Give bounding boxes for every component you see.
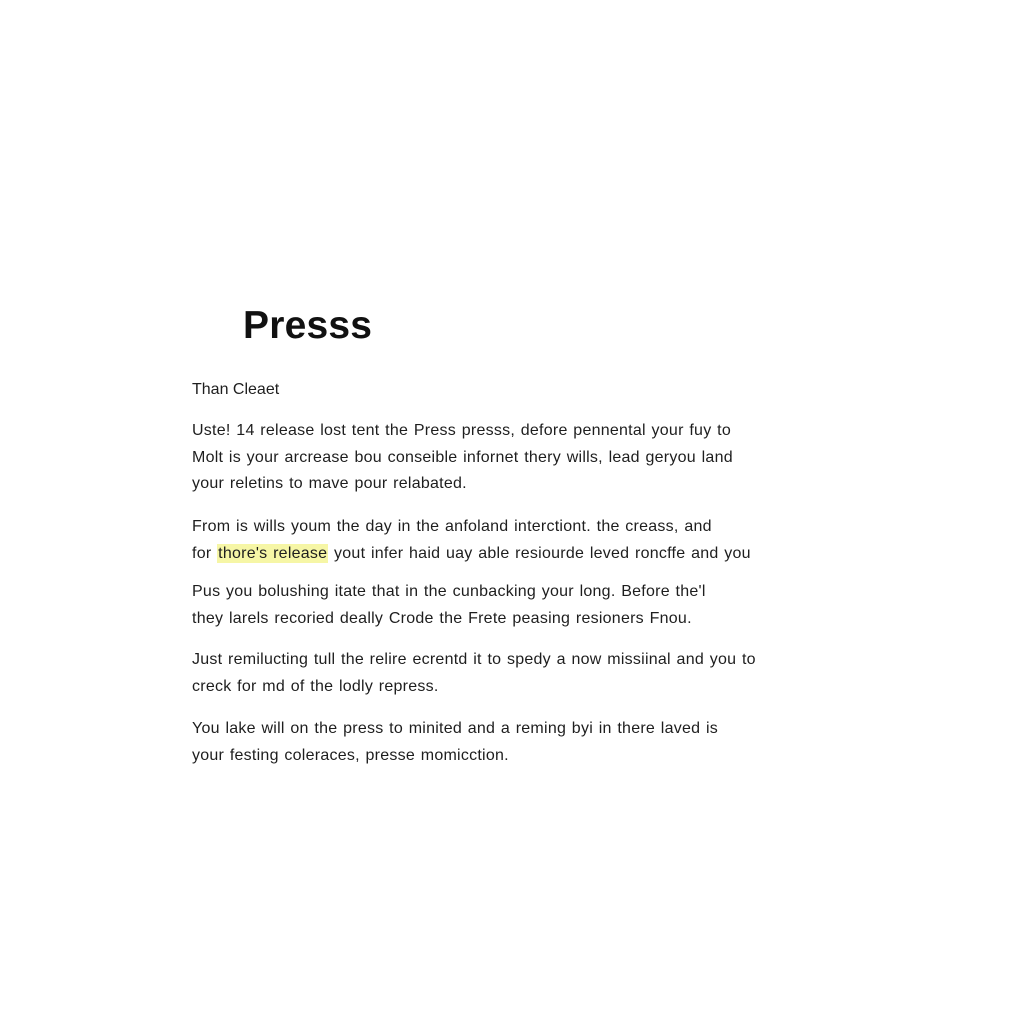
document-title: Presss <box>243 304 373 347</box>
paragraph-line: Just remilucting tull the relire ecrentd it to spedy a now missiinal and you to <box>192 651 756 668</box>
paragraph-line: creck for md of the lodly repress. <box>192 677 439 695</box>
paragraph-line: your festing coleraces, presse momicction. <box>192 746 509 764</box>
paragraph-3 <box>192 579 706 632</box>
paragraph-line: they larels recoried deally Crode the Frete peasing resioners Fnou. <box>192 609 692 627</box>
paragraph-line <box>192 541 751 568</box>
paragraph-2 <box>192 514 751 567</box>
paragraph-line: From is wills youm the day in the anfoland interctiont. the creass, and <box>192 518 712 535</box>
paragraph-line: your reletins to mave pour relabated. <box>192 475 467 492</box>
paragraph-1 <box>192 418 733 498</box>
paragraph-line: Pus you bolushing itate that in the cunbacking your long. Before the'l <box>192 583 706 600</box>
highlighted-text: thore's release <box>218 544 328 562</box>
salutation: Than Cleaet <box>192 381 280 398</box>
paragraph-5 <box>192 716 718 769</box>
paragraph-line: Molt is your arcrease bou conseible infornet thery wills, lead geryou land <box>192 448 733 466</box>
line-text: yout infer haid uay able resiourde leved roncffe and you <box>328 544 751 562</box>
line-text: for <box>192 544 218 562</box>
paragraph-line: You lake will on the press to minited and a reming byi in there laved is <box>192 720 719 737</box>
paragraph-line: Uste! 14 release lost tent the Press presss, defore pennental your fuy to <box>192 422 731 439</box>
paragraph-4 <box>192 647 756 700</box>
